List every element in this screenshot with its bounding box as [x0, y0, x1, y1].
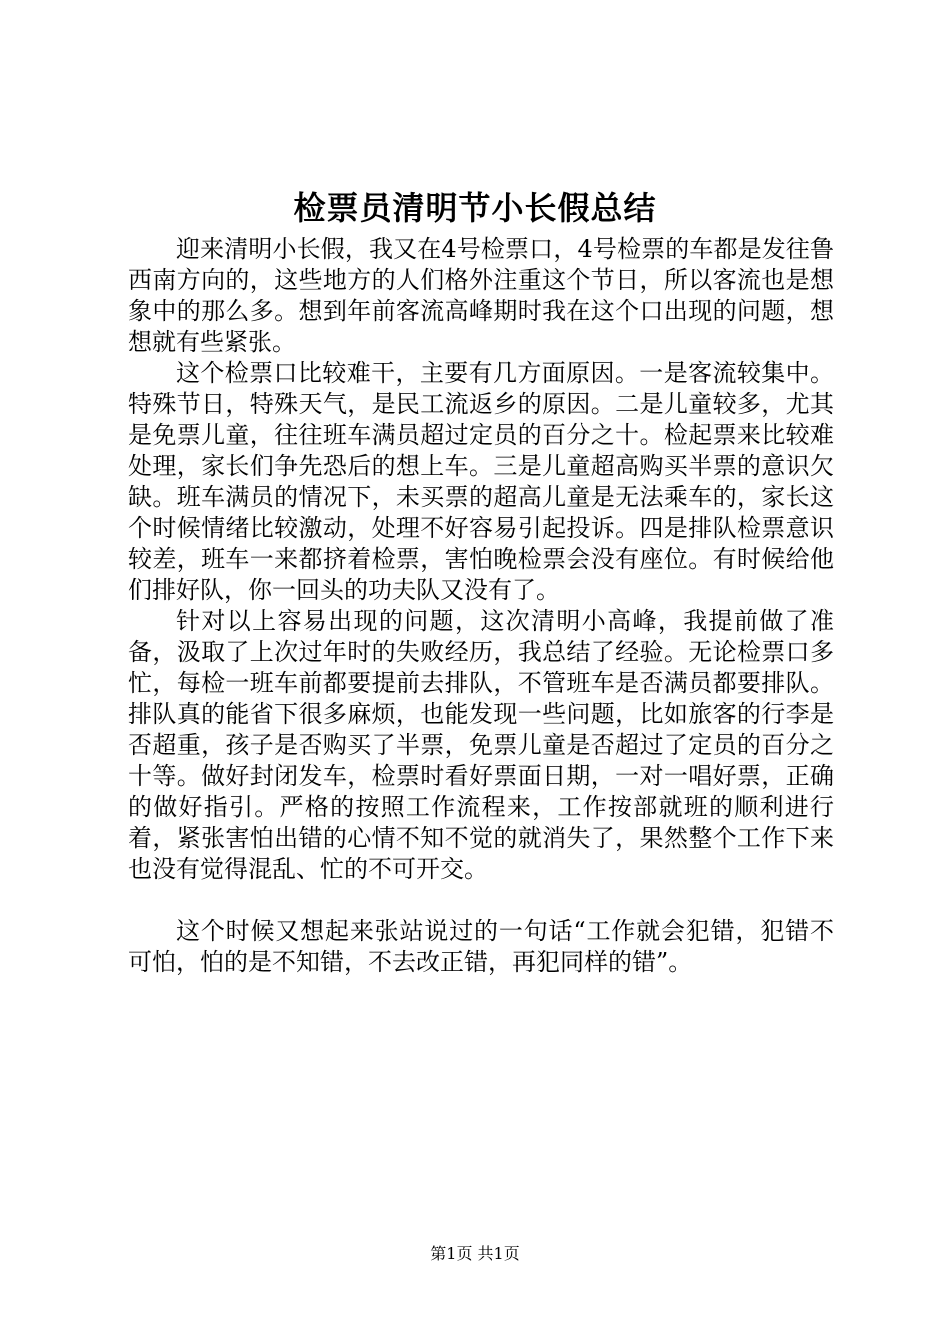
page-footer: 第1页 共1页 — [430, 1244, 520, 1263]
document-body — [128, 234, 834, 978]
paragraph-3: 针对以上容易出现的问题，这次清明小高峰，我提前做了准备，汲取了上次过年时的失败经历，我总结了经验。无论检票口多忙，每检一班车前都要提前去排队，不管班车是否满员都要排队。排队真的能省下很多麻烦，也能发现一些问题，比如旅客的行李是否超重，孩子是否购买了半票，免票儿童是否超过了定员的百分之十等。做好封闭发车，检票时看好票面日期，一对一唱好票，正确的做好指引。严格的按照工作流程来，工作按部就班的顺利进行着，紧张害怕出错的心情不知不觉的就消失了，果然整个工作下来也没有觉得混乱、忙的不可开交。 — [128, 607, 834, 883]
paragraph-2: 这个检票口比较难干，主要有几方面原因。一是客流较集中。特殊节日，特殊天气，是民工流返乡的原因。二是儿童较多，尤其是免票儿童，往往班车满员超过定员的百分之十。检起票来比较难处理，家长们争先恐后的想上车。三是儿童超高购买半票的意识欠缺。班车满员的情况下，未买票的超高儿童是无法乘车的，家长这个时候情绪比较激动，处理不好容易引起投诉。四是排队检票意识较差，班车一来都挤着检票，害怕晚检票会没有座位。有时候给他们排好队，你一回头的功夫队又没有了。 — [128, 359, 834, 604]
paragraph-1: 迎来清明小长假，我又在4号检票口，4号检票的车都是发往鲁西南方向的，这些地方的人们格外注重这个节日，所以客流也是想象中的那么多。想到年前客流高峰期时我在这个口出现的问题，想想就有些紧张。 — [128, 235, 834, 356]
paragraph-4: 这个时候又想起来张站说过的一句话“工作就会犯错，犯错不可怕，怕的是不知错，不去改正错，再犯同样的错”。 — [128, 917, 834, 976]
document-title: 检票员清明节小长假总结 — [293, 189, 657, 227]
